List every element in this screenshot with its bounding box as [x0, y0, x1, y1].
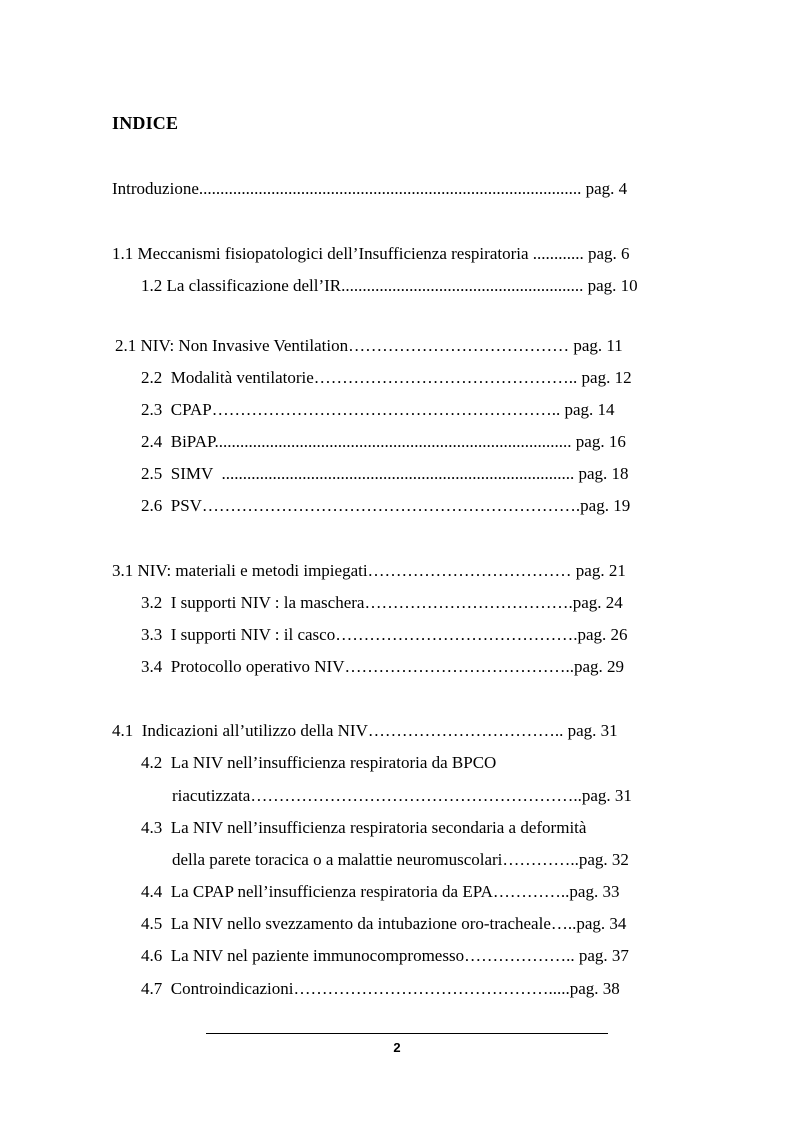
toc-entry-4-4: 4.4 La CPAP nell’insufficienza respiratoria da EPA…………..pag. 33: [141, 882, 620, 901]
toc-entry-2-1: 2.1 NIV: Non Invasive Ventilation………………………………… pag. 11: [115, 336, 623, 355]
toc-entry-1-1: 1.1 Meccanismi fisiopatologici dell’Insufficienza respiratoria ............ pag. 6: [112, 244, 630, 263]
toc-entry-3-3: 3.3 I supporti NIV : il casco…………………………………….pag. 26: [141, 625, 628, 644]
toc-entry-4-7: 4.7 Controindicazioni……………………………………….....pag. 38: [141, 979, 620, 998]
toc-entry-introduzione: Introduzione.......................................................................................... pag. 4: [112, 179, 628, 198]
toc-entry-4-1: 4.1 Indicazioni all’utilizzo della NIV…………………………….. pag. 31: [112, 721, 618, 740]
toc-entry-4-3: 4.3 La NIV nell’insufficienza respiratoria secondaria a deformità: [141, 818, 587, 837]
toc-entry-2-4: 2.4 BiPAP.................................................................................... pag. 16: [141, 432, 626, 451]
toc-entry-1-2: 1.2 La classificazione dell’IR......................................................... pag. 10: [141, 276, 638, 295]
toc-entry-3-4: 3.4 Protocollo operativo NIV…………………………………..pag. 29: [141, 657, 625, 676]
toc-entry-4-6: 4.6 La NIV nel paziente immunocompromesso……………….. pag. 37: [141, 946, 629, 965]
page-number: 2: [393, 1040, 401, 1055]
toc-entry-2-2: 2.2 Modalità ventilatorie……………………………………….. pag. 12: [141, 368, 632, 387]
footer-divider: [206, 1033, 608, 1034]
toc-entry-2-6: 2.6 PSV………………………………………………………….pag. 19: [141, 496, 631, 515]
toc-entry-4-5: 4.5 La NIV nello svezzamento da intubazione oro-tracheale…..pag. 34: [141, 914, 627, 933]
page-title: INDICE: [112, 113, 179, 133]
toc-entry-3-2: 3.2 I supporti NIV : la maschera……………………………….pag. 24: [141, 593, 623, 612]
toc-entry-4-2: 4.2 La NIV nell’insufficienza respiratoria da BPCO: [141, 753, 497, 772]
toc-entry-4-2-continued: riacutizzata…………………………………………………..pag. 31: [172, 786, 632, 805]
toc-entry-2-3: 2.3 CPAP…………………………………………………….. pag. 14: [141, 400, 615, 419]
toc-entry-3-1: 3.1 NIV: materiali e metodi impiegati……………………………… pag. 21: [112, 561, 626, 580]
toc-entry-4-3-continued: della parete toracica o a malattie neuromuscolari…………..pag. 32: [172, 850, 629, 869]
toc-entry-2-5: 2.5 SIMV ................................................................................... pag. 18: [141, 464, 629, 483]
